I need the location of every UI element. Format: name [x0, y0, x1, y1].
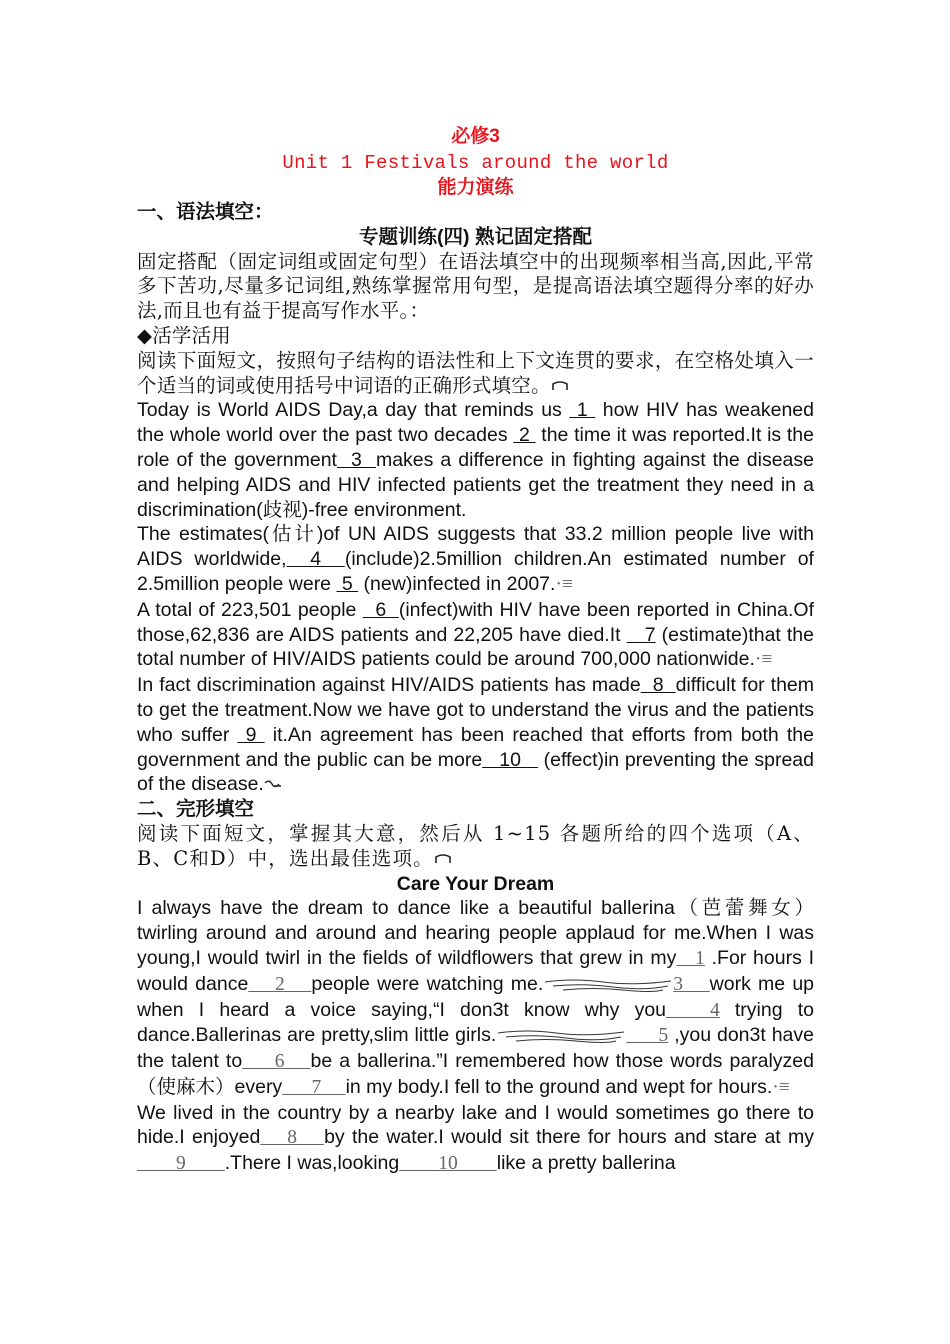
text: work me up when I heard a voice saying,“I don3t know why you — [137, 972, 815, 1021]
paragraph-mark-icon: ·≡ — [555, 573, 573, 595]
cloze-blank-1[interactable]: 1 — [676, 947, 705, 969]
cloze-blank-9[interactable]: 9 — [137, 1153, 225, 1175]
blank-10[interactable]: 10 — [482, 748, 538, 771]
text: (estimate)that the total number of HIV/AIDS patients could be around 700,000 nationwide. — [137, 623, 814, 671]
blank-9[interactable]: 9 — [237, 723, 265, 746]
unit-title: Unit 1 Festivals around the world — [282, 152, 669, 174]
grammar-paragraph-1 — [137, 398, 814, 522]
cloze-instruction — [137, 822, 814, 872]
blank-7[interactable]: 7 — [626, 623, 656, 646]
text: Today is World AIDS Day,a day that reminds us — [137, 399, 570, 422]
blank-6[interactable]: 6 — [362, 598, 399, 621]
paragraph-mark-icon: ·≡ — [754, 649, 773, 671]
text: In fact discrimination against HIV/AIDS patients has made — [137, 674, 641, 697]
cloze-blank-5[interactable]: 5 — [626, 1025, 669, 1047]
text: makes a difference in fighting against the disease and helping AIDS and HIV infected patients get the treatment they need in a discrimination(歧视)-free environment. — [137, 448, 814, 521]
section-title: 能力演练 — [437, 177, 514, 198]
cloze-blank-4[interactable]: 4 — [666, 999, 720, 1021]
grammar-paragraph-2 — [137, 522, 814, 597]
text: it.An agreement has been reached that efforts from both the government and the public can be more — [137, 723, 814, 771]
cloze-instruction-text: 阅读下面短文，掌握其大意，然后从 1~15 各题所给的四个选项（A、B、C和D）中，选出最佳选项。 — [137, 821, 814, 870]
intro-paragraph: 固定搭配（固定词组或固定句型）在语法填空中的出现频率相当高,因此,平常多下苦功,尽量多记词组,熟练掌握常用句型，是提高语法填空题得分率的好办法,而且也有益于提高写作水平。： — [137, 249, 814, 323]
text: .For hours I would dance — [137, 946, 815, 995]
text: We lived in the country by a nearby lake and I would sometimes go there to hide.I enjoyed — [137, 1101, 814, 1149]
text: (infect)with HIV have been reported in China.Of those,62,836 are AIDS patients and 22,205 have died.It — [137, 598, 814, 646]
topic-subheading: 专题训练(四) 熟记固定搭配 — [359, 225, 592, 248]
blank-3[interactable]: 3 — [336, 448, 376, 471]
grammar-paragraph-3 — [137, 598, 814, 673]
cloze-blank-2[interactable]: 2 — [248, 973, 312, 995]
blank-1[interactable]: 1 — [569, 399, 596, 422]
text: by the water.I would sit there for hours and stare at my — [324, 1126, 814, 1149]
text: people were watching me. — [311, 972, 544, 995]
bullet-heading: ◆活学活用 — [137, 323, 231, 347]
document-page — [137, 124, 814, 1177]
text: difficult for them to get the treatment.Now we have got to understand the virus and the patients who suffer — [137, 674, 814, 746]
text: (new)infected in 2007. — [358, 572, 556, 595]
text: .There I was,looking — [224, 1152, 400, 1175]
cloze-blank-10[interactable]: 10 — [399, 1153, 497, 1175]
blank-8[interactable]: 8 — [640, 674, 676, 697]
cloze-paragraph-2 — [137, 1101, 814, 1177]
text: (include)2.5million children.An estimated number of 2.5million people were — [137, 548, 814, 595]
cloze-paragraph-1 — [137, 896, 814, 1100]
instruction-paragraph — [137, 349, 814, 399]
text: I always have the dream to dance like a beautiful ballerina（芭蕾舞女）twirling around and around and hearing people applaud for me.When I was young,I would twirl in the fields of wildflowers that grew in my — [137, 897, 814, 969]
blank-2[interactable]: 2 — [513, 424, 536, 447]
cloze-blank-3[interactable]: 3 — [673, 973, 710, 995]
cloze-blank-7[interactable]: 7 — [282, 1076, 346, 1098]
text: be a ballerina.”I remembered how those words paralyzed（使麻木）every — [137, 1050, 814, 1098]
grammar-heading: 一、语法填空： — [137, 201, 274, 223]
blank-5[interactable]: 5 — [336, 572, 359, 595]
return-mark-icon — [551, 380, 569, 392]
cloze-heading: 二、完形填空 — [137, 798, 255, 821]
paragraph-mark-icon: ·≡ — [772, 1076, 790, 1098]
text: ,you don3t have the talent to — [137, 1024, 814, 1073]
cloze-blank-6[interactable]: 6 — [242, 1051, 311, 1073]
book-title: 必修3 — [451, 126, 500, 147]
wave-mark-icon — [496, 1029, 626, 1043]
wave-mark-icon — [543, 978, 673, 992]
text: (effect)in preventing the spread of the disease. — [137, 748, 814, 796]
return-mark-icon — [434, 853, 452, 865]
text: like a pretty ballerina — [496, 1152, 676, 1175]
text: A total of 223,501 people — [137, 598, 363, 621]
story-title: Care Your Dream — [396, 872, 555, 895]
scribble-mark-icon — [264, 779, 282, 791]
text: how HIV has weakened the whole world over the past two decades — [137, 399, 814, 447]
blank-4[interactable]: 4 — [286, 548, 345, 571]
text: trying to dance.Ballerinas are pretty,slim little girls. — [137, 998, 815, 1047]
text: the time it was reported.It is the role of the government — [137, 424, 814, 471]
text: The estimates(估计)of UN AIDS suggests that 33.2 million people live with AIDS worldwide, — [137, 523, 814, 571]
grammar-paragraph-4 — [137, 673, 814, 797]
text: in my body.I fell to the ground and wept for hours. — [345, 1075, 773, 1098]
cloze-blank-8[interactable]: 8 — [260, 1127, 325, 1149]
instruction-text: 阅读下面短文，按照句子结构的语法性和上下文连贯的要求，在空格处填入一个适当的词或使用括号中词语的正确形式填空。 — [137, 348, 814, 397]
